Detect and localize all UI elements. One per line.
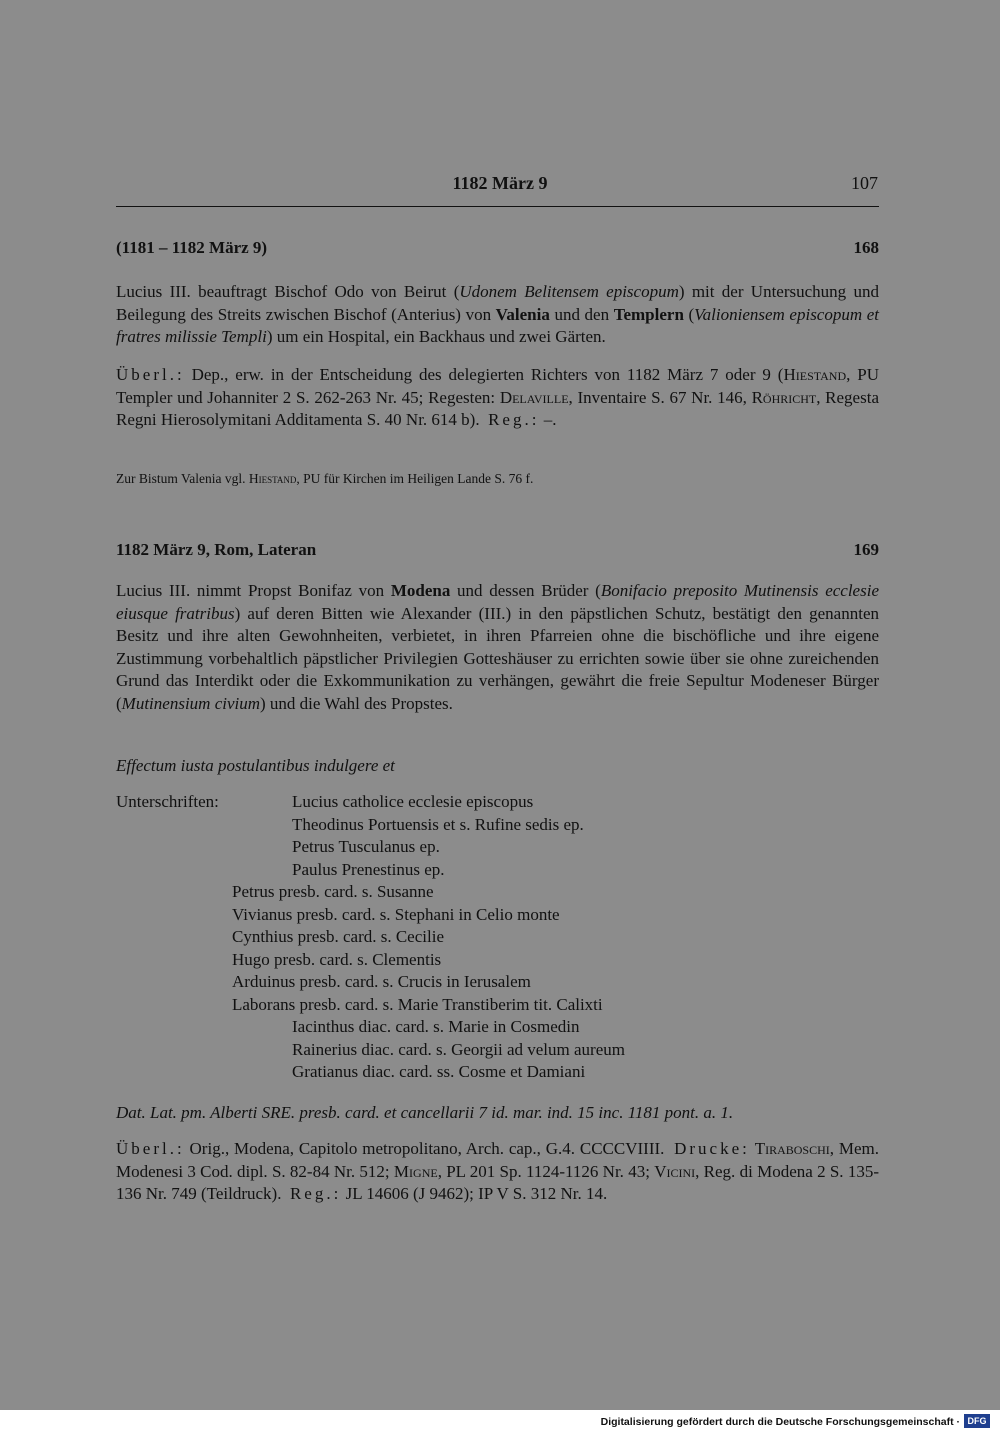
entry-168-note	[116, 470, 879, 488]
entry-168-regest	[116, 281, 879, 349]
signature-line: Iacinthus diac. card. s. Marie in Cosmedin	[292, 1017, 580, 1036]
entry-168-tradition	[116, 364, 879, 432]
author-name: Hiestand	[783, 365, 847, 384]
text: , Regesta Regni Hierosolymitani Additamenta S. 40 Nr. 614 b).	[116, 387, 879, 429]
text: Lucius III. beauftragt Bischof Odo von Beirut (	[116, 282, 460, 301]
signature-line: Paulus Prenestinus ep.	[292, 859, 445, 879]
author-name: Röhricht	[751, 387, 817, 407]
text: ) um ein Hospital, ein Backhaus und zwei Gärten.	[266, 327, 606, 346]
text: , PU Templer und Johanniter 2 S. 262-263 Nr. 45; Regesten:	[116, 365, 880, 407]
dfg-logo: DFG	[964, 1414, 990, 1428]
entry-number: 169	[853, 540, 879, 559]
latin-quote: Bonifacio preposito Mutinensis ecclesie eiusque fratribus	[116, 581, 879, 623]
uberl-label: Überl.:	[116, 1139, 185, 1158]
reg-label: Reg.:	[488, 410, 540, 429]
drucke-label: Drucke:	[674, 1139, 750, 1158]
entry-169-heading	[116, 540, 879, 560]
reg-label: Reg.:	[289, 1184, 342, 1203]
latin-quote: Udonem Belitensem episcopum	[459, 282, 679, 301]
signature-line: Gratianus diac. card. ss. Cosme et Damiani	[292, 1062, 586, 1081]
text: ) und die Wahl des Propstes.	[260, 693, 453, 713]
text: und den	[549, 304, 614, 324]
signature-line: Hugo presb. card. s. Clementis	[232, 949, 442, 969]
text: Dep., erw. in der Entscheidung des delegierten Richters von 1182 März 7 oder 9 (	[184, 365, 784, 384]
entry-168-heading	[116, 238, 879, 258]
uberl-label: Überl.:	[116, 365, 185, 384]
entry-date: 1182 März 9, Rom, Lateran	[116, 540, 317, 559]
text: und dessen Brüder (	[450, 581, 601, 600]
text: –.	[539, 410, 557, 429]
text: , Inventaire S. 67 Nr. 146,	[568, 387, 752, 407]
funding-note: Digitalisierung gefördert durch die Deutsche Forschungsgemeinschaft ·	[600, 1416, 960, 1428]
text: Lucius III. nimmt Propst Bonifaz von	[116, 581, 391, 600]
latin-quote: Mutinensium civium	[121, 693, 261, 713]
page-number: 107	[851, 173, 878, 193]
signature-line: Vivianus presb. card. s. Stephani in Celio monte	[232, 904, 560, 924]
signature-line: Petrus Tusculanus ep.	[292, 837, 440, 856]
text: JL 14606 (J 9462); IP V S. 312 Nr. 14.	[341, 1184, 608, 1203]
author-name: Vicini	[654, 1161, 696, 1181]
text: Orig., Modena, Capitolo metropolitano, Arch. cap., G.4. CCCCVIIII.	[184, 1139, 665, 1158]
entry-number: 168	[853, 238, 879, 257]
signature-line: Cynthius presb. card. s. Cecilie	[232, 927, 444, 946]
author-name: Migne	[393, 1161, 438, 1181]
signature-line: Lucius catholice ecclesie episcopus	[292, 792, 534, 811]
signature-line: Laborans presb. card. s. Marie Transtiberim tit. Calixti	[232, 994, 603, 1014]
entry-169-tradition	[116, 1138, 879, 1206]
signature-line: Rainerius diac. card. s. Georgii ad velum aureum	[292, 1039, 625, 1059]
signatures-label: Unterschriften:	[116, 792, 219, 811]
latin-quote: Valioniensem episcopum et fratres milissie Templi	[116, 304, 879, 346]
signature-line: Theodinus Portuensis et s. Rufine sedis ep.	[292, 814, 584, 834]
author-name: Hiestand	[248, 471, 297, 486]
text: ) mit der Untersuchung und Beilegung des Streits zwischen Bischof (Anterius) von	[116, 282, 879, 324]
text: , PL 201 Sp. 1124-1126 Nr. 43;	[437, 1161, 655, 1181]
text: ) auf deren Bitten wie Alexander (III.) in den päpstlichen Schutz, bestätigt den genannten Besitz und ihre alten Gewohnheiten, verbietet, in ihren Pfarreien ohne die bischöfliche und ihre eigene Zustimmung vorbehaltlich päpstlicher Privilegien Gotteshäuser zu errichten sowie über sie ohne zureichenden Grund das Interdikt oder die Exkommunikation zu verhängen, gewährt die freie Sepultur Modeneser Bürger (	[116, 603, 879, 713]
digitization-footer	[0, 1410, 1000, 1434]
header-rule	[116, 206, 879, 207]
signature-line: Arduinus presb. card. s. Crucis in Ierusalem	[232, 972, 531, 991]
entry-169-regest	[116, 580, 879, 715]
text: Zur Bistum Valenia vgl.	[116, 471, 249, 486]
text: (	[683, 304, 695, 324]
recipient-name: Templern	[613, 304, 684, 324]
signature-line: Petrus presb. card. s. Susanne	[232, 882, 434, 901]
place-name: Modena	[390, 581, 451, 600]
author-name: Delaville	[499, 387, 569, 407]
text: , PU für Kirchen im Heiligen Lande S. 76 f.	[296, 471, 534, 486]
text: , Reg. di Modena 2 S. 135-136 Nr. 749 (Teildruck).	[116, 1161, 879, 1203]
place-name: Valenia	[495, 304, 550, 324]
entry-date: (1181 – 1182 März 9)	[116, 238, 268, 257]
author-name: Tiraboschi	[754, 1139, 830, 1158]
datum-line: Dat. Lat. pm. Alberti SRE. presb. card. et cancellarii 7 id. mar. ind. 15 inc. 1181 pont. a. 1.	[116, 1103, 734, 1122]
text: , Mem. Modenesi 3 Cod. dipl. S. 82-84 Nr. 512;	[116, 1139, 879, 1181]
running-header: 1182 März 9	[452, 173, 548, 193]
incipit: Effectum iusta postulantibus indulgere et	[116, 756, 395, 775]
